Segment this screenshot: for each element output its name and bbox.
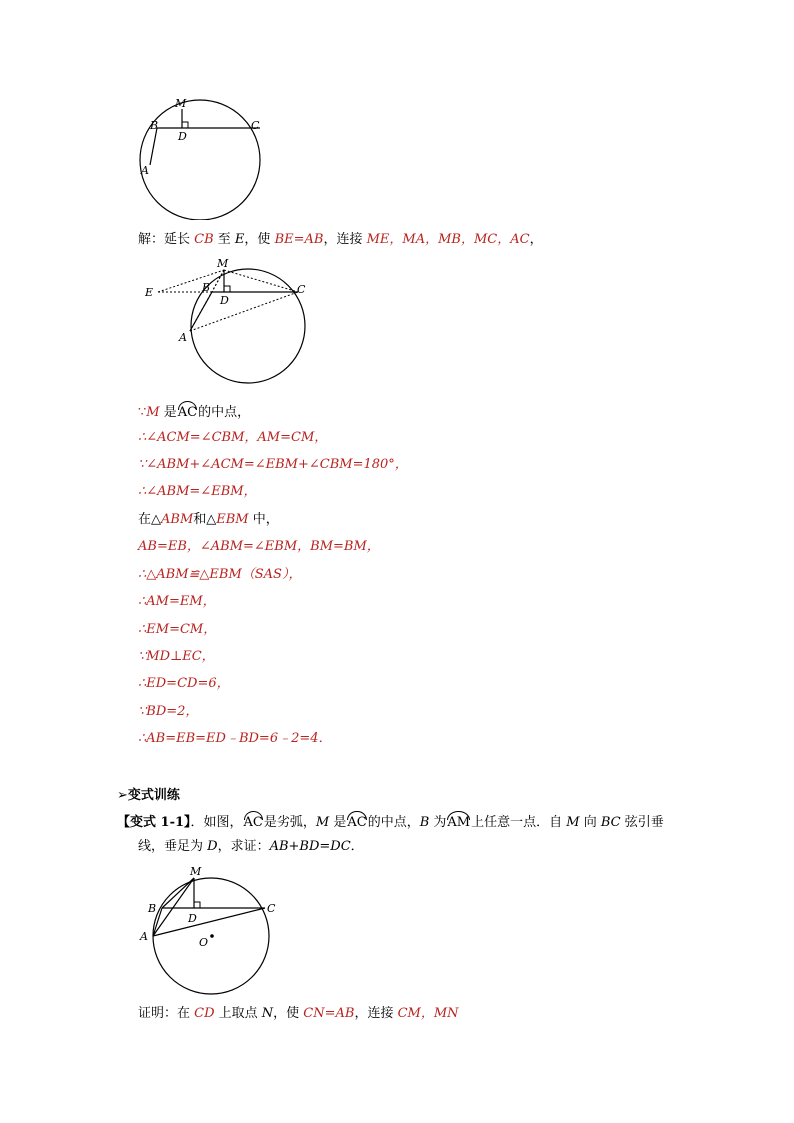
- solution-line-14: ∴AB=EB=ED﹣BD=6﹣2=4．: [138, 731, 332, 746]
- label-m: M: [175, 97, 187, 110]
- label-b: B: [202, 281, 211, 294]
- solution-line-7: AB=EB，∠ABM=∠EBM，BM=BM，: [138, 539, 380, 554]
- label-c: C: [251, 119, 260, 132]
- figure-1: [130, 95, 270, 220]
- figure-3: [135, 862, 280, 997]
- solution-line-1: 解：延长 CB 至 E，使 BE=AB，连接 ME，MA，MB，MC，AC，: [138, 232, 543, 247]
- arrow-icon: ➢: [117, 788, 128, 803]
- label-d: D: [220, 294, 229, 307]
- solution-line-6: 在△ABM和△EBM 中，: [138, 512, 279, 527]
- label-a: A: [141, 164, 149, 177]
- variant-problem-line-2: 线，垂足为 D，求证：AB+BD=DC．: [138, 839, 364, 854]
- label-d: D: [178, 130, 187, 143]
- label-m: M: [217, 257, 229, 270]
- label-b: B: [148, 902, 157, 915]
- solution-line-3: ∴∠ACM=∠CBM，AM=CM，: [138, 430, 328, 445]
- solution-line-10: ∴EM=CM，: [138, 622, 217, 637]
- label-c: C: [297, 283, 306, 296]
- variant-heading: ➢变式训练: [117, 788, 180, 803]
- label-a: A: [140, 930, 148, 943]
- figure-2: [140, 255, 315, 390]
- solution-line-12: ∴ED=CD=6，: [138, 676, 230, 691]
- solution-line-2: ∵M 是AC的中点，: [138, 402, 250, 421]
- label-a: A: [179, 331, 187, 344]
- label-e: E: [145, 286, 154, 299]
- solution-line-13: ∵BD=2，: [138, 704, 199, 719]
- solution-line-8: ∴△ABM≌△EBM（SAS），: [138, 567, 302, 582]
- solution-line-11: ∵MD⊥EC，: [138, 649, 215, 664]
- proof-line: 证明：在 CD 上取点 N，使 CN=AB，连接 CM，MN: [138, 1006, 459, 1021]
- solution-line-4: ∵∠ABM+∠ACM=∠EBM+∠CBM=180°，: [138, 457, 408, 472]
- label-c: C: [267, 902, 276, 915]
- solution-line-5: ∴∠ABM=∠EBM，: [138, 484, 257, 499]
- label-b: B: [150, 119, 159, 132]
- label-o: O: [199, 936, 209, 949]
- label-m: M: [190, 865, 202, 878]
- solution-line-9: ∴AM=EM，: [138, 594, 216, 609]
- label-d: D: [188, 912, 197, 925]
- variant-problem-line-1: 【变式 1-1】．如图，AC是劣弧，M 是AC的中点，B 为AM上任意一点．自 M 向 BC 弦引垂: [117, 812, 664, 831]
